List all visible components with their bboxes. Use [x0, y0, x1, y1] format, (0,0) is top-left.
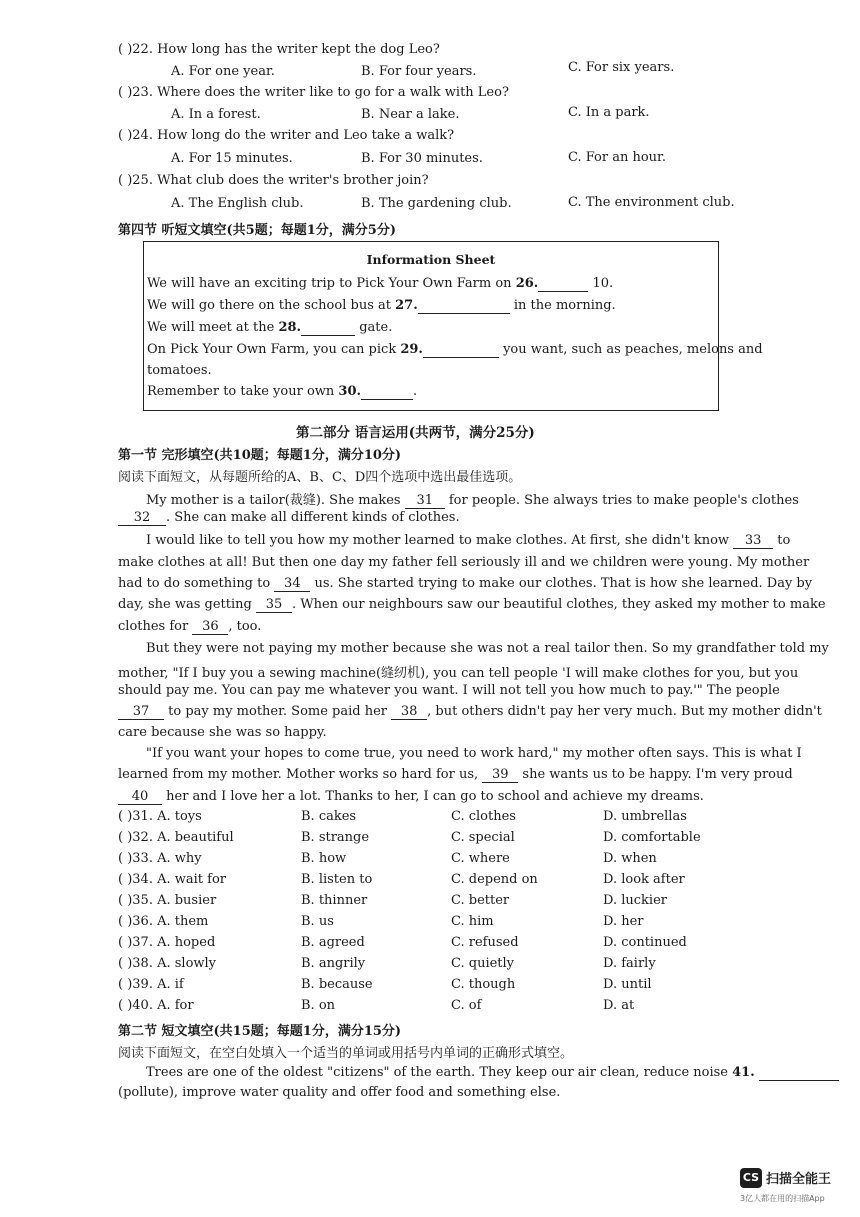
cloze-line: clothes for 36 , too. — [118, 619, 262, 634]
cloze-option-b: B. because — [301, 977, 373, 992]
cloze-option-row-label: ( )32. A. beautiful — [118, 830, 234, 845]
blank-33[interactable]: 33 — [733, 533, 773, 549]
cloze-option-b: B. on — [301, 998, 336, 1013]
cloze-option-row-label: ( )31. A. toys — [118, 809, 202, 824]
blank-28[interactable] — [301, 320, 355, 336]
section-2-instructions: 阅读下面短文，在空白处填入一个适当的单词或用括号内单词的正确形式填空。 — [118, 1046, 574, 1061]
cloze-option-b: B. listen to — [301, 872, 373, 887]
cloze-option-c: C. refused — [451, 935, 519, 950]
cloze-option-b: B. angrily — [301, 956, 366, 971]
option-c: C. For six years. — [568, 60, 675, 75]
cloze-option-d: D. look after — [603, 872, 685, 887]
cloze-line: "If you want your hopes to come true, you need to work hard," my mother often says. This is what I — [146, 746, 802, 761]
cloze-line: care because she was so happy. — [118, 725, 327, 740]
cloze-option-row-label: ( )33. A. why — [118, 851, 202, 866]
cloze-option-d: D. comfortable — [603, 830, 701, 845]
cloze-option-row-label: ( )38. A. slowly — [118, 956, 217, 971]
camscanner-logo-icon: CS — [740, 1168, 762, 1188]
option-b: B. For four years. — [361, 64, 477, 79]
sheet-title: Information Sheet — [366, 252, 496, 267]
passage-line: Trees are one of the oldest "citizens" of the earth. They keep our air clean, reduce noise 41. — [146, 1065, 839, 1081]
section-4-title: 第四节 听短文填空(共5题；每题1分，满分5分) — [118, 223, 396, 238]
option-a: A. The English club. — [171, 196, 304, 211]
cloze-option-b: B. how — [301, 851, 347, 866]
sheet-line-29: On Pick Your Own Farm, you can pick 29. you want, such as peaches, melons and — [147, 342, 763, 357]
cloze-line: 40 her and I love her a lot. Thanks to her, I can go to school and achieve my dreams. — [118, 789, 704, 805]
cloze-option-c: C. better — [451, 893, 510, 908]
cloze-line: had to do something to 34 us. She started trying to make our clothes. That is how she learned. Day by — [118, 576, 813, 591]
cloze-section-title: 第一节 完形填空(共10题；每题1分，满分10分) — [118, 448, 402, 463]
cloze-line: 37 to pay my mother. Some paid her 38 , but others didn't pay her very much. But my mother didn't — [118, 704, 822, 720]
cloze-option-c: C. though — [451, 977, 516, 992]
option-b: B. For 30 minutes. — [361, 151, 483, 166]
question-23: ( )23. Where does the writer like to go for a walk with Leo? — [118, 85, 509, 100]
blank-36[interactable]: 36 — [192, 619, 228, 635]
option-c: C. The environment club. — [568, 195, 735, 210]
cloze-line: learned from my mother. Mother works so hard for us, 39 she wants us to be happy. I'm very proud — [118, 767, 793, 782]
cloze-option-b: B. cakes — [301, 809, 357, 824]
cloze-option-row-label: ( )35. A. busier — [118, 893, 217, 908]
blank-31[interactable]: 31 — [405, 493, 445, 509]
cloze-option-c: C. depend on — [451, 872, 538, 887]
question-22: ( )22. How long has the writer kept the dog Leo? — [118, 42, 440, 57]
cloze-option-c: C. him — [451, 914, 494, 929]
logo-subtitle: 3亿人都在用的扫描App — [740, 1194, 825, 1203]
cloze-line: My mother is a tailor(裁缝). She makes 31 for people. She always tries to make people's clothes — [146, 493, 799, 508]
blank-32[interactable]: 32 — [118, 510, 166, 526]
cloze-option-c: C. quietly — [451, 956, 515, 971]
cloze-option-d: D. umbrellas — [603, 809, 687, 824]
cloze-line: But they were not paying my mother because she was not a real tailor then. So my grandfather told my — [146, 641, 829, 656]
cloze-option-row-label: ( )40. A. for — [118, 998, 194, 1013]
cloze-option-d: D. her — [603, 914, 644, 929]
option-c: C. In a park. — [568, 105, 650, 120]
question-24: ( )24. How long do the writer and Leo take a walk? — [118, 128, 455, 143]
cloze-line: day, she was getting 35 . When our neighbours saw our beautiful clothes, they asked my mother to make — [118, 597, 826, 612]
cloze-option-c: C. special — [451, 830, 515, 845]
blank-38[interactable]: 38 — [391, 704, 427, 720]
passage-line: (pollute), improve water quality and offer food and something else. — [118, 1085, 561, 1100]
sheet-line-26: We will have an exciting trip to Pick Your Own Farm on 26. 10. — [147, 276, 614, 291]
cloze-option-b: B. thinner — [301, 893, 368, 908]
cloze-option-d: D. at — [603, 998, 635, 1013]
cloze-option-row-label: ( )36. A. them — [118, 914, 209, 929]
blank-29[interactable] — [423, 342, 499, 358]
blank-40[interactable]: 40 — [118, 789, 162, 805]
logo-name: 扫描全能王 — [766, 1172, 832, 1187]
blank-35[interactable]: 35 — [256, 597, 292, 613]
cloze-option-c: C. where — [451, 851, 510, 866]
cloze-instructions: 阅读下面短文，从每题所给的A、B、C、D四个选项中选出最佳选项。 — [118, 470, 522, 485]
option-b: B. Near a lake. — [361, 107, 460, 122]
part-2-title: 第二部分 语言运用(共两节，满分25分) — [296, 425, 535, 441]
sheet-line-27: We will go there on the school bus at 27. in the morning. — [147, 298, 616, 313]
cloze-option-d: D. continued — [603, 935, 687, 950]
cloze-option-d: D. fairly — [603, 956, 656, 971]
cloze-line: make clothes at all! But then one day my father fell seriously ill and we children were young. My mother — [118, 555, 810, 570]
option-b: B. The gardening club. — [361, 196, 512, 211]
cloze-line: should pay me. You can pay me whatever you want. I will not tell you how much to pay.'" The people — [118, 683, 780, 698]
section-2-title: 第二节 短文填空(共15题；每题1分，满分15分) — [118, 1024, 402, 1039]
blank-39[interactable]: 39 — [482, 767, 518, 783]
question-25: ( )25. What club does the writer's brother join? — [118, 173, 429, 188]
option-c: C. For an hour. — [568, 150, 666, 165]
cloze-option-d: D. when — [603, 851, 657, 866]
blank-34[interactable]: 34 — [274, 576, 310, 592]
blank-30[interactable] — [361, 384, 413, 400]
cloze-option-d: D. luckier — [603, 893, 667, 908]
blank-26[interactable] — [538, 276, 588, 292]
cloze-line: 32 . She can make all different kinds of clothes. — [118, 510, 460, 526]
cloze-option-c: C. of — [451, 998, 482, 1013]
blank-27[interactable] — [418, 298, 510, 314]
option-a: A. For one year. — [171, 64, 275, 79]
cloze-option-c: C. clothes — [451, 809, 516, 824]
cloze-line: mother, "If I buy you a sewing machine(缝纫机), you can tell people 'I will make clothes for you, but you — [118, 666, 799, 681]
option-a: A. In a forest. — [171, 107, 261, 122]
cloze-line: I would like to tell you how my mother learned to make clothes. At first, she didn't know 33 to — [146, 533, 791, 548]
sheet-line-29b: tomatoes. — [147, 363, 212, 378]
cloze-option-row-label: ( )34. A. wait for — [118, 872, 226, 887]
sheet-line-28: We will meet at the 28. gate. — [147, 320, 393, 335]
cloze-option-b: B. agreed — [301, 935, 365, 950]
option-a: A. For 15 minutes. — [171, 151, 293, 166]
cloze-option-row-label: ( )37. A. hoped — [118, 935, 216, 950]
blank-37[interactable]: 37 — [118, 704, 164, 720]
sheet-line-30: Remember to take your own 30. . — [147, 384, 418, 399]
cloze-option-d: D. until — [603, 977, 652, 992]
cloze-option-row-label: ( )39. A. if — [118, 977, 184, 992]
information-sheet — [143, 241, 763, 411]
blank-41[interactable] — [759, 1065, 839, 1081]
cloze-option-b: B. strange — [301, 830, 370, 845]
cloze-option-b: B. us — [301, 914, 334, 929]
